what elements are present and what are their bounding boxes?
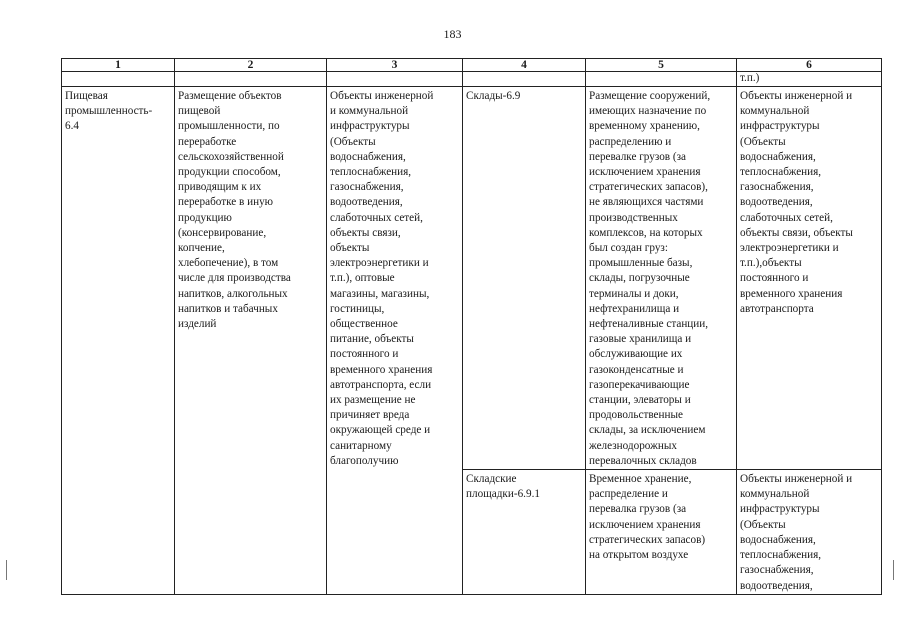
page-number: 183 bbox=[443, 27, 462, 41]
continuation-cell-6: т.п.) bbox=[737, 72, 882, 87]
column-header-3: 3 bbox=[327, 59, 463, 72]
column-header-6: 6 bbox=[737, 59, 882, 72]
continuation-cell-4 bbox=[463, 72, 586, 87]
auxiliary-use-type-cell: Склады-6.9 bbox=[463, 87, 586, 470]
column-header-4: 4 bbox=[463, 59, 586, 72]
continuation-cell-2 bbox=[175, 72, 327, 87]
auxiliary-use-type-cell: Складские площадки-6.9.1 bbox=[463, 470, 586, 595]
scan-edge-mark-right bbox=[893, 560, 894, 580]
auxiliary-use-description-cell: Временное хранение, распределение и перевалка грузов (за исключением хранения стратегических запасов) на открытом воздухе bbox=[586, 470, 737, 595]
continuation-cell-1 bbox=[62, 72, 175, 87]
column-header-1: 1 bbox=[62, 59, 175, 72]
land-use-description-cell: Размещение объектов пищевой промышленности, по переработке сельскохозяйственной продукции способом, приводящим к их переработке в иную продукцию (консервирование, копчение, хлебопечение), в том числе для производства напитков, алкогольных напитков и табачных изделий bbox=[175, 87, 327, 595]
land-use-type-cell: Пищевая промышленность- 6.4 bbox=[62, 87, 175, 595]
auxiliary-use-description-cell: Размещение сооружений, имеющих назначение по временному хранению, распределению и перевалке грузов (за исключением хранения стратегических запасов), не являющихся частями производственных комплексов, на которых был создан груз: промышленные базы, склады, погрузочные терминалы и доки, нефтехранилища и нефтеналивные станции, газовые хранилища и обслуживающие их газоконденсатные и газоперекачивающие станции, элеваторы и продовольственные склады, за исключением железнодорожных перевалочных складов bbox=[586, 87, 737, 470]
auxiliary-objects-cell: Объекты инженерной и коммунальной инфраструктуры (Объекты водоснабжения, теплоснабжения, газоснабжения, водоотведения, слаботочных сетей, объекты связи, объекты электроэнергетики и т.п.),объекты постоянного и временного хранения автотранспорта bbox=[737, 87, 882, 470]
table-row bbox=[62, 87, 882, 470]
permitted-objects-cell: Объекты инженерной и коммунальной инфраструктуры (Объекты водоснабжения, теплоснабжения, газоснабжения, водоотведения, слаботочных сетей, объекты связи, объекты электроэнергетики и т.п.), оптовые магазины, магазины, гостиницы, общественное питание, объекты постоянного и временного хранения автотранспорта, если их размещение не причиняет вреда окружающей среде и санитарному благополучию bbox=[327, 87, 463, 595]
continuation-cell-5 bbox=[586, 72, 737, 87]
continuation-row bbox=[62, 72, 882, 87]
column-header-5: 5 bbox=[586, 59, 737, 72]
auxiliary-objects-cell: Объекты инженерной и коммунальной инфраструктуры (Объекты водоснабжения, теплоснабжения, газоснабжения, водоотведения, bbox=[737, 470, 882, 595]
column-header-2: 2 bbox=[175, 59, 327, 72]
continuation-cell-3 bbox=[327, 72, 463, 87]
header-row bbox=[62, 59, 882, 72]
scan-edge-mark-left bbox=[6, 560, 7, 580]
land-use-table bbox=[61, 58, 882, 595]
